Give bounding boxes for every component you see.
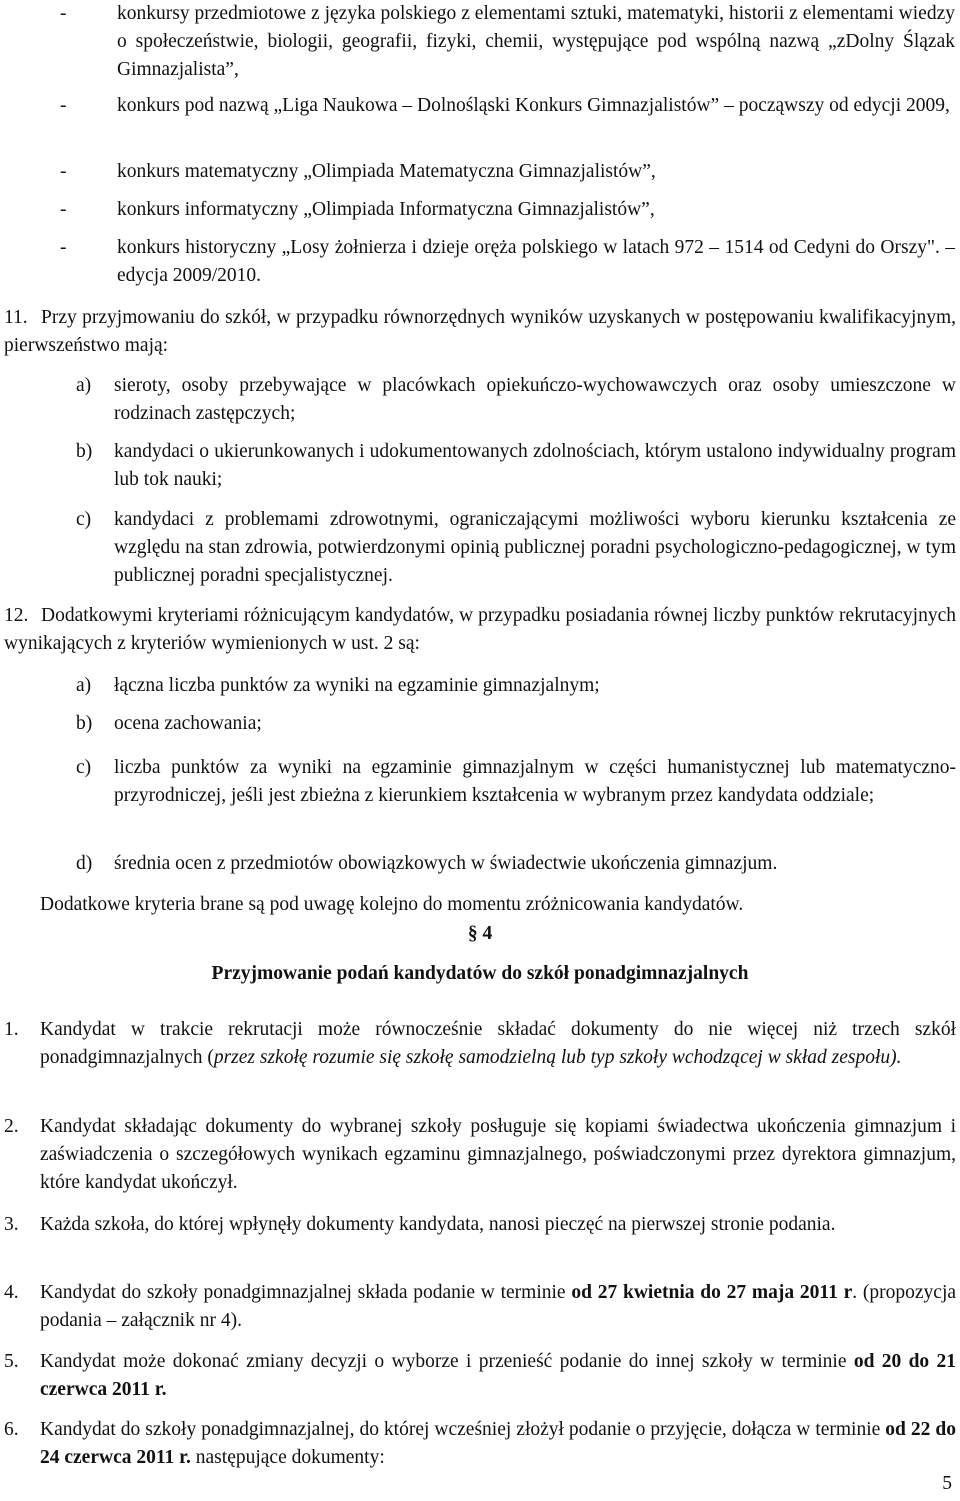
sub-item <box>76 672 956 700</box>
list-item <box>60 196 955 224</box>
sub-item-marker: d) <box>76 853 93 874</box>
list-item-text-plain: Kandydat do szkoły ponadgimnazjalnej składa podanie w terminie <box>40 1282 572 1303</box>
list-item <box>60 92 955 120</box>
list-item-text: Każda szkoła, do której wpłynęły dokumenty kandydata, nanosi pieczęć na pierwszej stronie podania. <box>40 1214 836 1235</box>
list-marker: - <box>60 95 67 116</box>
sub-item <box>76 372 956 428</box>
numbered-paragraph <box>4 304 956 360</box>
sub-item-marker: c) <box>76 509 92 530</box>
list-item-text <box>40 1416 956 1472</box>
paragraph-number: 12. <box>4 605 29 626</box>
sub-item-text: ocena zachowania; <box>114 713 262 734</box>
list-marker: - <box>60 237 67 258</box>
numbered-paragraph <box>4 602 956 658</box>
sub-item-text: kandydaci z problemami zdrowotnymi, ograniczającymi możliwości wyboru kierunku kształcenia ze względu na stan zdrowia, potwierdzonymi opinią publicznej poradni psychologiczno-pedagogicznej, w tym publicznej poradni specjalistycznej. <box>114 509 956 586</box>
sub-item <box>76 754 956 810</box>
sub-item <box>76 506 956 590</box>
list-item-text-plain: następujące dokumenty: <box>190 1447 385 1468</box>
list-number: 6. <box>4 1419 19 1440</box>
list-marker: - <box>60 161 67 182</box>
section-title: Przyjmowanie podań kandydatów do szkół ponadgimnazjalnych <box>211 963 749 984</box>
sub-item-text: łączna liczba punktów za wyniki na egzaminie gimnazjalnym; <box>114 675 600 696</box>
sub-item <box>76 438 956 494</box>
list-item-text-bold: od 22 do 24 czerwca 2011 r. <box>40 1419 956 1468</box>
sub-item-text: liczba punktów za wyniki na egzaminie gimnazjalnym w części humanistycznej lub matematyczno-przyrodniczej, jeśli jest zbieżna z kierunkiem kształcenia w wybranym przez kandydata oddziale; <box>114 757 956 806</box>
list-item-text <box>40 1279 956 1335</box>
list-item-text-italic: przez szkołę rozumie się szkołę samodzielną lub typ szkoły wchodzącej w skład zespołu). <box>213 1047 902 1068</box>
list-item <box>4 1348 956 1404</box>
section-number: § 4 <box>467 923 493 944</box>
list-item-text: konkurs informatyczny „Olimpiada Informatyczna Gimnazjalistów”, <box>117 199 655 220</box>
list-item-text-bold: od 20 do 21 czerwca 2011 r. <box>40 1351 956 1400</box>
list-item <box>60 158 955 186</box>
list-item <box>4 1279 956 1335</box>
list-item <box>4 1016 956 1072</box>
list-item <box>4 1211 956 1239</box>
sub-item-marker: b) <box>76 441 93 462</box>
list-item-text <box>40 1016 956 1072</box>
extra-criteria-note: Dodatkowe kryteria brane są pod uwagę kolejno do momentu zróżnicowania kandydatów. <box>40 894 744 915</box>
sub-item-text: średnia ocen z przedmiotów obowiązkowych w świadectwie ukończenia gimnazjum. <box>114 853 778 874</box>
page-number: 5 <box>942 1473 952 1494</box>
list-item <box>4 1113 956 1197</box>
sub-item-text: sieroty, osoby przebywające w placówkach opiekuńczo-wychowawczych oraz osoby umieszczone w rodzinach zastępczych; <box>114 375 956 424</box>
list-item-text-plain: Kandydat w trakcie rekrutacji może równocześnie składać dokumenty do nie więcej niż trzech szkół ponadgimnazjalnych ( <box>40 1019 956 1068</box>
sub-item <box>76 850 956 878</box>
paragraph-text: Przy przyjmowaniu do szkół, w przypadku równorzędnych wyników uzyskanych w postępowaniu kwalifikacyjnym, pierwszeństwo mają: <box>4 307 956 356</box>
list-item-text-plain: Kandydat może dokonać zmiany decyzji o wyborze i przenieść podanie do innej szkoły w terminie <box>40 1351 854 1372</box>
sub-item-marker: a) <box>76 675 92 696</box>
list-item-text-plain: . (propozycja podania – załącznik nr 4). <box>40 1282 957 1331</box>
sub-item-marker: b) <box>76 713 93 734</box>
list-item <box>4 1416 956 1472</box>
sub-item-marker: a) <box>76 375 92 396</box>
list-number: 2. <box>4 1116 19 1137</box>
sub-item-text: kandydaci o ukierunkowanych i udokumentowanych zdolnościach, którym ustalono indywidualny program lub tok nauki; <box>114 441 956 490</box>
paragraph-text: Dodatkowymi kryteriami różnicującym kandydatów, w przypadku posiadania równej liczby punktów rekrutacyjnych wynikających z kryteriów wymienionych w ust. 2 są: <box>4 605 956 654</box>
list-number: 1. <box>4 1019 19 1040</box>
list-item-text-bold: od 27 kwietnia do 27 maja 2011 r <box>571 1282 853 1303</box>
list-item-text: konkurs pod nazwą „Liga Naukowa – Dolnośląski Konkurs Gimnazjalistów” – począwszy od edycji 2009, <box>117 95 950 116</box>
paragraph-number: 11. <box>4 307 28 328</box>
sub-item-marker: c) <box>76 757 92 778</box>
list-marker: - <box>60 199 67 220</box>
list-item <box>60 0 955 84</box>
list-item-text: konkurs matematyczny „Olimpiada Matematyczna Gimnazjalistów”, <box>117 161 656 182</box>
list-number: 3. <box>4 1214 19 1235</box>
list-item <box>60 234 955 290</box>
list-item-text: Kandydat składając dokumenty do wybranej szkoły posługuje się kopiami świadectwa ukończenia gimnazjum i zaświadczenia o szczegółowych wynikach egzaminu gimnazjalnego, poświadczonymi przez dyrektora gimnazjum, które kandydat ukończył. <box>40 1116 956 1193</box>
list-item-text <box>40 1348 956 1404</box>
list-number: 4. <box>4 1282 19 1303</box>
list-item-text-plain: Kandydat do szkoły ponadgimnazjalnej, do której wcześniej złożył podanie o przyjęcie, dołącza w terminie <box>40 1419 886 1440</box>
list-item-text: konkursy przedmiotowe z języka polskiego z elementami sztuki, matematyki, historii z elementami wiedzy o społeczeństwie, biologii, geografii, fizyki, chemii, występujące pod wspólną nazwą „zDolny Ślązak Gimnazjalista”, <box>117 3 955 80</box>
list-marker: - <box>60 3 67 24</box>
sub-item <box>76 710 956 738</box>
list-item-text: konkurs historyczny „Losy żołnierza i dzieje oręża polskiego w latach 972 – 1514 od Cedyni do Orszy". – edycja 2009/2010. <box>117 237 955 286</box>
list-number: 5. <box>4 1351 19 1372</box>
